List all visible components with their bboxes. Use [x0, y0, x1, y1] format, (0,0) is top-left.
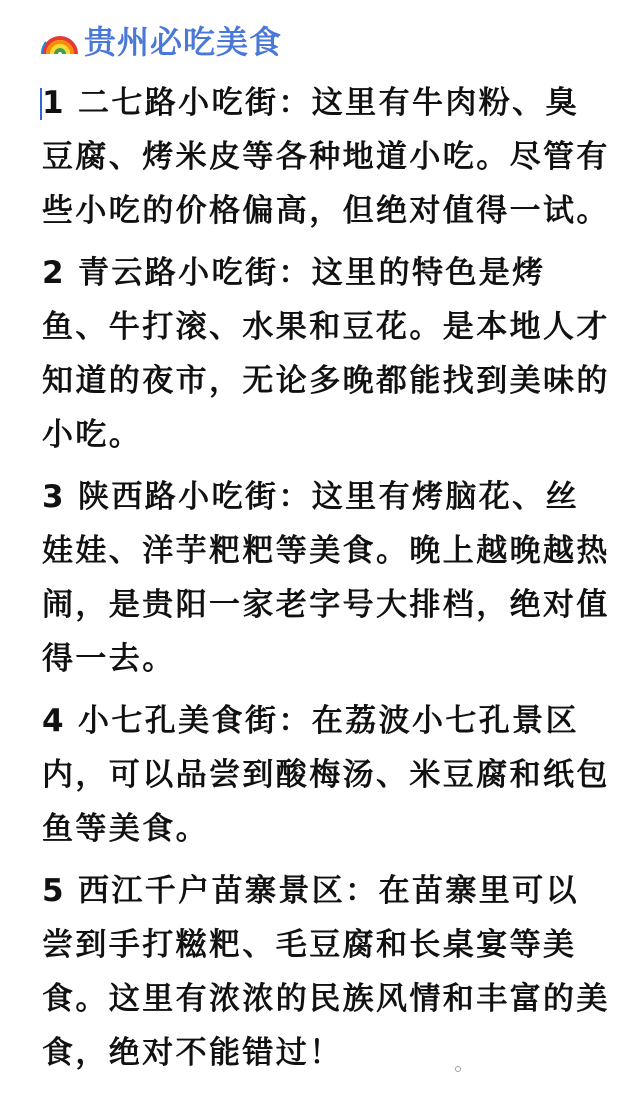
item-text: 青云路小吃街：这里的特色是烤鱼、牛打滚、水果和豆花。是本地人才知道的夜市，无论多晚都能找到美味的小吃。 — [42, 255, 610, 453]
list-item — [42, 694, 612, 856]
item-number: 4 — [42, 703, 66, 739]
item-number: 1 — [42, 85, 66, 121]
item-text: 小七孔美食街：在荔波小七孔景区内，可以品尝到酸梅汤、米豆腐和纸包鱼等美食。 — [42, 703, 610, 847]
rainbow-icon — [40, 20, 80, 60]
title-row — [40, 14, 282, 66]
food-list — [42, 76, 612, 1088]
item-number: 5 — [42, 873, 66, 909]
item-text: 西江千户苗寨景区：在苗寨里可以尝到手打糍粑、毛豆腐和长桌宴等美食。这里有浓浓的民族风情和丰富的美食，绝对不能错过！ — [42, 873, 610, 1071]
list-item — [42, 246, 612, 462]
page-title: 贵州必吃美食 — [84, 23, 283, 61]
item-number: 3 — [42, 479, 66, 515]
item-text: 陕西路小吃街：这里有烤脑花、丝娃娃、洋芋粑粑等美食。晚上越晚越热闹，是贵阳一家老字号大排档，绝对值得一去。 — [42, 479, 610, 677]
list-item — [42, 864, 612, 1080]
list-item — [42, 470, 612, 686]
item-text: 二七路小吃街：这里有牛肉粉、臭豆腐、烤米皮等各种地道小吃。尽管有些小吃的价格偏高，但绝对值得一试。 — [42, 85, 610, 229]
list-item — [42, 76, 612, 238]
item-number: 2 — [42, 255, 66, 291]
watermark-dot-icon — [454, 1065, 462, 1073]
